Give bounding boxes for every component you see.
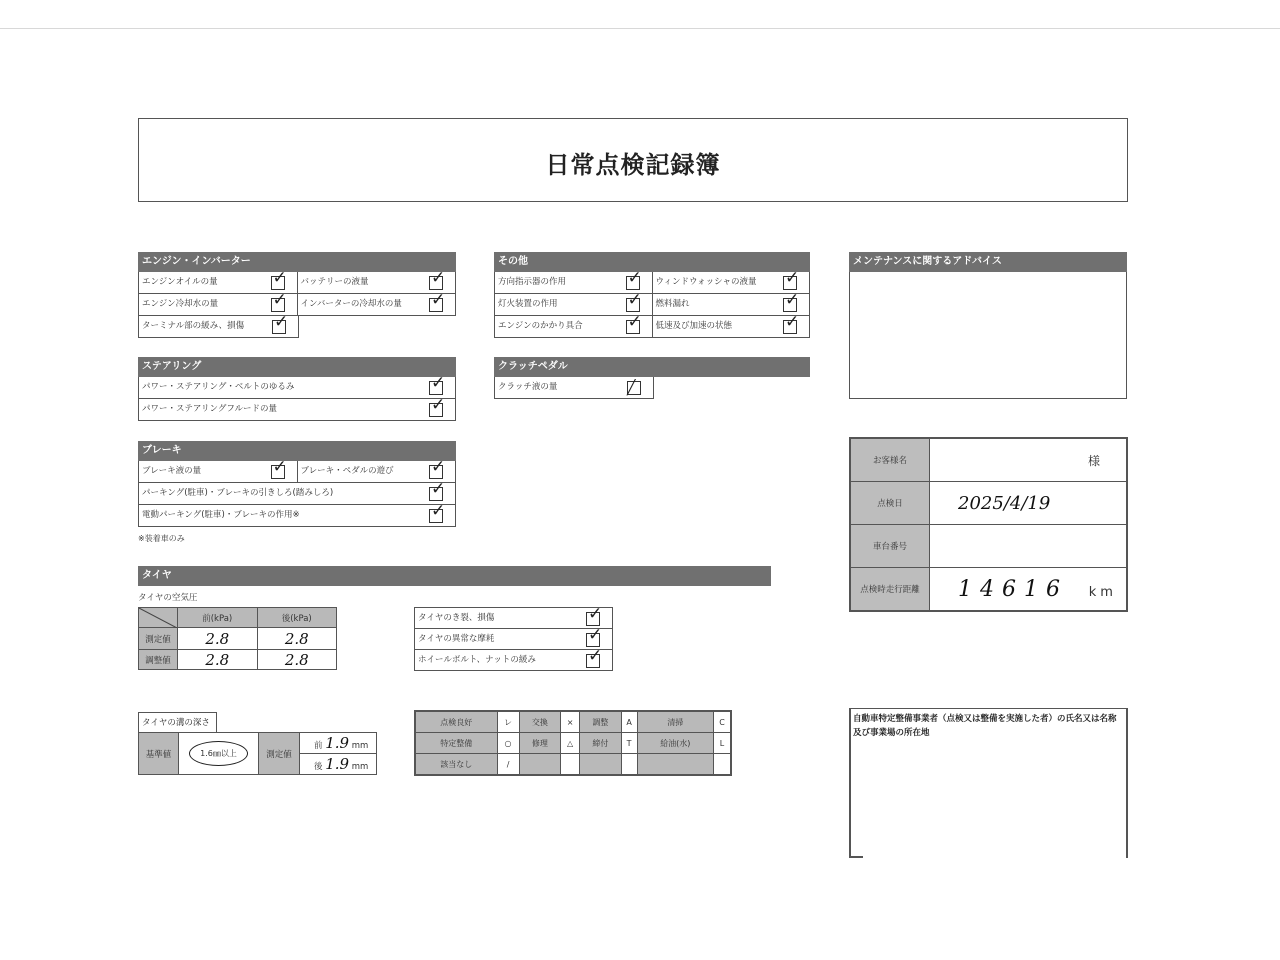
legend-label-replace: 交換	[519, 711, 561, 733]
depth-front-cell[interactable]	[300, 733, 377, 754]
engine-item-coolant: エンジン冷却水の量	[142, 299, 219, 309]
other-item-turn-signal: 方向指示器の作用	[498, 277, 567, 287]
pressure-adjusted-label: 調整値	[139, 650, 178, 670]
other-item-engine-start: エンジンのかかり具合	[498, 321, 583, 331]
other-section	[494, 252, 810, 338]
pressure-adjusted-rear[interactable]: 2.8	[257, 650, 337, 670]
steering-item-belt: パワー・ステアリング・ベルトのゆるみ	[142, 382, 295, 392]
legend-symbol-refill: L	[714, 733, 731, 754]
fuel-leak-checkbox[interactable]: ✓	[785, 290, 800, 310]
legend-symbol-special: ○	[497, 733, 519, 754]
legend-symbol-tighten: T	[621, 733, 637, 754]
top-rule	[0, 28, 1280, 29]
legend-empty-cell	[580, 754, 622, 776]
depth-front-unit: mm	[351, 741, 369, 751]
chassis-number-label: 車台番号	[850, 525, 930, 568]
washer-checkbox[interactable]: ✓	[785, 268, 800, 288]
tire-item-crack: タイヤのき裂、損傷	[418, 613, 495, 623]
page-title: 日常点検記録簿	[545, 151, 721, 179]
brake-item-pedal: ブレーキ・ペダルの遊び	[297, 461, 422, 482]
title-box	[138, 118, 1128, 202]
inspection-date-field[interactable]	[930, 482, 1128, 525]
tire-pressure-label: タイヤの空気圧	[138, 593, 198, 603]
legend-symbol-clean: C	[714, 711, 731, 733]
legend-label-adjust: 調整	[580, 711, 622, 733]
pressure-adjusted-front[interactable]: 2.8	[178, 650, 258, 670]
depth-rear-value: 1.9	[325, 755, 350, 773]
standard-value: 1.6㎜以上	[189, 741, 248, 766]
pressure-rear-header: 後(kPa)	[257, 608, 337, 628]
steering-belt-checkbox[interactable]: ✓	[431, 373, 446, 393]
brake-note: ※装着車のみ	[138, 534, 185, 543]
legend-label-refill: 給油(水)	[637, 733, 714, 754]
depth-front-value: 1.9	[325, 734, 350, 752]
battery-checkbox[interactable]: ✓	[431, 268, 446, 288]
legend-label-good: 点検良好	[415, 711, 497, 733]
legend-symbol-na: /	[497, 754, 519, 776]
terminal-checkbox[interactable]: ✓	[274, 312, 289, 332]
chassis-number-field[interactable]	[930, 525, 1128, 568]
tire-item-wear: タイヤの異常な摩耗	[418, 634, 495, 644]
clutch-fluid-checkbox[interactable]: ╱	[619, 377, 653, 398]
brake-item-electric-parking: 電動パーキング(駐車)・ブレーキの作用※	[142, 510, 300, 520]
honorific: 様	[1087, 453, 1100, 468]
legend-symbol-repair: △	[561, 733, 580, 754]
engine-section	[138, 252, 456, 338]
legend-empty-cell	[561, 754, 580, 776]
tire-check-list	[414, 604, 613, 671]
inverter-coolant-checkbox[interactable]: ✓	[431, 290, 446, 310]
tread-depth-label: タイヤの溝の深さ	[142, 718, 210, 728]
steering-header: ステアリング	[138, 357, 456, 377]
acceleration-checkbox[interactable]: ✓	[785, 312, 800, 332]
clutch-item-fluid: クラッチ液の量	[498, 382, 558, 392]
tire-crack-checkbox[interactable]: ✓	[588, 604, 603, 624]
business-box-corner	[849, 856, 863, 858]
customer-info	[849, 437, 1128, 612]
legend-label-na: 該当なし	[415, 754, 497, 776]
advice-textarea[interactable]	[849, 272, 1127, 399]
advice-section	[849, 252, 1127, 399]
legend-empty-cell	[519, 754, 561, 776]
pressure-front-header: 前(kPa)	[178, 608, 258, 628]
diagonal-line-icon	[139, 608, 177, 628]
legend-symbol-adjust: A	[621, 711, 637, 733]
mileage-value: 14616	[958, 576, 1068, 602]
pressure-measured-rear[interactable]: 2.8	[257, 628, 337, 650]
standard-value-cell	[179, 733, 259, 775]
mileage-field[interactable]	[930, 568, 1128, 612]
wheel-bolt-checkbox[interactable]: ✓	[588, 646, 603, 666]
parking-brake-checkbox[interactable]: ✓	[431, 479, 446, 499]
turn-signal-checkbox[interactable]: ✓	[627, 268, 642, 288]
brake-fluid-checkbox[interactable]: ✓	[272, 457, 287, 477]
tire-section	[138, 566, 771, 603]
tread-depth-tab	[138, 712, 217, 733]
legend-label-repair: 修理	[519, 733, 561, 754]
mileage-unit: km	[1088, 584, 1117, 600]
other-item-lights: 灯火装置の作用	[498, 299, 558, 309]
electric-parking-checkbox[interactable]: ✓	[431, 501, 446, 521]
other-item-acceleration: 低速及び加速の状態	[652, 316, 776, 337]
other-item-fuel-leak: 燃料漏れ	[652, 294, 776, 315]
customer-name-label: お客様名	[850, 438, 930, 482]
depth-measured-label: 測定値	[259, 733, 300, 775]
steering-item-fluid: パワー・ステアリングフルードの量	[142, 404, 277, 414]
lights-checkbox[interactable]: ✓	[627, 290, 642, 310]
inspection-date-label: 点検日	[850, 482, 930, 525]
business-box	[849, 708, 1128, 858]
engine-oil-checkbox[interactable]: ✓	[272, 268, 287, 288]
legend-label-tighten: 締付	[580, 733, 622, 754]
legend-label-clean: 清掃	[637, 711, 714, 733]
inspection-date-value: 2025/4/19	[958, 492, 1051, 514]
steering-fluid-checkbox[interactable]: ✓	[431, 395, 446, 415]
pressure-corner-cell	[139, 608, 178, 628]
advice-header: メンテナンスに関するアドバイス	[849, 252, 1127, 272]
depth-rear-unit: mm	[351, 762, 369, 772]
other-item-washer: ウィンドウォッシャの液量	[652, 272, 776, 293]
tire-wear-checkbox[interactable]: ✓	[588, 625, 603, 645]
engine-start-checkbox[interactable]: ✓	[627, 312, 642, 332]
brake-item-fluid: ブレーキ液の量	[142, 466, 202, 476]
mileage-label: 点検時走行距離	[850, 568, 930, 612]
tire-header: タイヤ	[138, 566, 771, 586]
tire-item-wheel-bolt: ホイールボルト、ナットの緩み	[418, 655, 536, 665]
legend-symbol-good: レ	[497, 711, 519, 733]
depth-front-label: 前	[314, 741, 323, 751]
legend-empty-cell	[714, 754, 731, 776]
brake-section	[138, 441, 456, 544]
steering-section	[138, 357, 456, 421]
engine-item-inverter-coolant: インバーターの冷却水の量	[297, 294, 422, 315]
brake-header: ブレーキ	[138, 441, 456, 461]
depth-rear-cell[interactable]	[300, 754, 377, 775]
coolant-checkbox[interactable]: ✓	[272, 290, 287, 310]
clutch-section	[494, 357, 810, 399]
engine-item-battery: バッテリーの液量	[297, 272, 422, 293]
pressure-measured-front[interactable]: 2.8	[178, 628, 258, 650]
other-header: その他	[494, 252, 810, 272]
clutch-header: クラッチペダル	[494, 357, 810, 377]
engine-header: エンジン・インバーター	[138, 252, 456, 272]
brake-item-parking: パーキング(駐車)・ブレーキの引きしろ(踏みしろ)	[142, 488, 334, 498]
tread-depth-table	[138, 732, 377, 775]
depth-rear-label: 後	[314, 762, 323, 772]
legend-empty-cell	[637, 754, 714, 776]
business-title: 自動車特定整備事業者（点検又は整備を実施した者）の氏名又は名称及び事業場の所在地	[853, 714, 1117, 738]
engine-item-oil: エンジンオイルの量	[142, 277, 218, 287]
engine-item-terminal: ターミナル部の緩み、損傷	[142, 321, 245, 331]
pressure-measured-label: 測定値	[139, 628, 178, 650]
customer-name-field[interactable]	[930, 438, 1128, 482]
legend-label-special: 特定整備	[415, 733, 497, 754]
legend-empty-cell	[621, 754, 637, 776]
legend-symbol-replace: ×	[561, 711, 580, 733]
brake-pedal-checkbox[interactable]: ✓	[431, 457, 446, 477]
tire-pressure-table	[138, 607, 337, 670]
legend-table	[414, 710, 732, 776]
standard-label: 基準値	[139, 733, 179, 775]
